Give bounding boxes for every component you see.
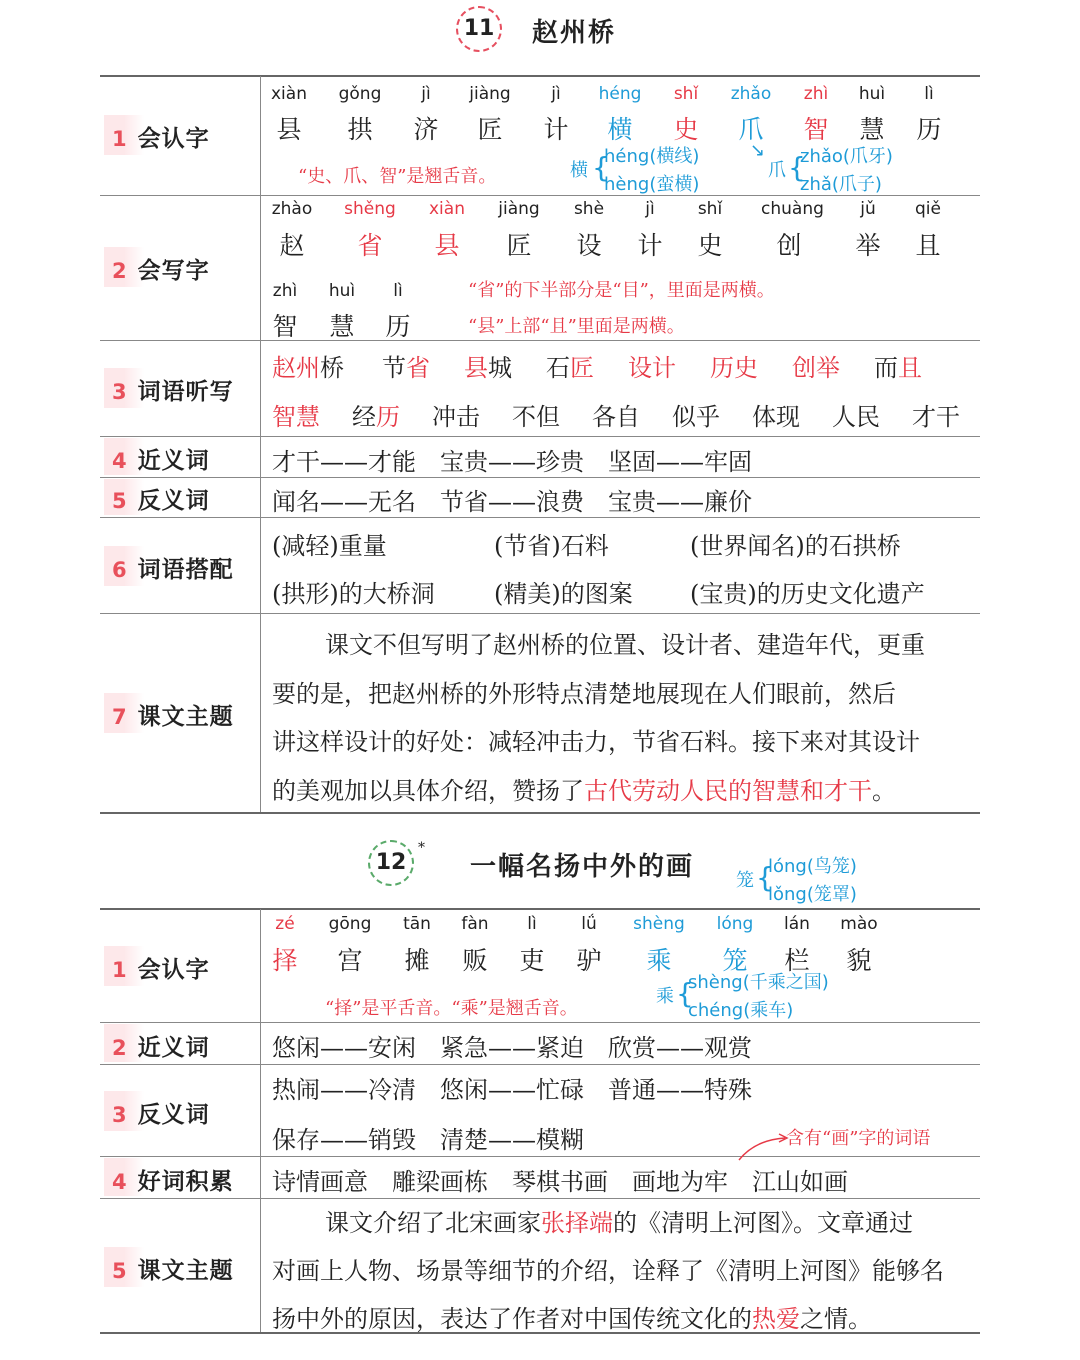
hanzi: 县 xyxy=(434,231,460,260)
pinyin: zhào xyxy=(271,199,313,219)
pinyin: gǒng xyxy=(338,84,382,104)
dictation-word: 经历 xyxy=(352,403,400,431)
pinyin: lóng xyxy=(716,914,754,934)
lesson-title-12: 一幅名扬中外的画 xyxy=(470,852,695,882)
hanzi: 笼 xyxy=(722,946,748,975)
dictation-word: 才干 xyxy=(912,403,960,431)
dictation-word: 而且 xyxy=(874,354,922,382)
hanzi: 史 xyxy=(673,115,699,144)
pinyin: shěng xyxy=(344,199,396,219)
row-label-antonyms: 5 反义词 xyxy=(112,488,210,514)
dictation-word: 节省 xyxy=(382,354,430,382)
pinyin: jǔ xyxy=(860,199,876,219)
synonyms-line: 才干——才能 宝贵——珍贵 坚固——牢固 xyxy=(272,448,752,476)
note-retroflex: “史、爪、智”是翘舌音。 xyxy=(298,166,497,187)
pinyin: shè xyxy=(573,199,605,219)
hanzi: 匠 xyxy=(477,115,503,144)
hanzi: 举 xyxy=(855,231,881,260)
note-sheng: “省”的下半部分是“目”，里面是两横。 xyxy=(468,280,775,301)
hanzi: 省 xyxy=(357,231,383,260)
hanzi: 摊 xyxy=(404,946,430,975)
pinyin: huì xyxy=(328,281,356,301)
pinyin: qiě xyxy=(915,199,941,219)
pinyin: zhǎo xyxy=(730,84,772,104)
pinyin: lì xyxy=(527,914,537,934)
dictation-word: 人民 xyxy=(832,403,880,431)
collocation-4: (拱形)的大桥洞 xyxy=(272,580,435,608)
lesson-title: 赵州桥 xyxy=(532,18,617,48)
row-label-recognize: 1 会认字 xyxy=(112,126,210,152)
lesson-number-badge: 11 xyxy=(456,6,502,52)
pinyin: lǘ xyxy=(581,914,597,934)
dictation-word: 不但 xyxy=(512,403,560,431)
hanzi: 赵 xyxy=(279,231,305,260)
note-xian: “县”上部“且”里面是两横。 xyxy=(468,316,685,337)
pinyin: xiàn xyxy=(271,84,307,104)
row-label-theme: 7 课文主题 xyxy=(112,704,234,730)
hanzi: 吏 xyxy=(519,946,545,975)
dictation-word: 体现 xyxy=(752,403,800,431)
dictation-word: 赵州桥 xyxy=(272,354,344,382)
dictation-word: 县城 xyxy=(464,354,512,382)
hanzi: 历 xyxy=(385,312,411,341)
pinyin: tān xyxy=(403,914,431,934)
pinyin: xiàn xyxy=(429,199,465,219)
hanzi: 横 xyxy=(607,115,633,144)
row-label-collocations: 6 词语搭配 xyxy=(112,557,234,583)
hanzi: 且 xyxy=(915,231,941,260)
pinyin: shǐ xyxy=(673,84,699,104)
hanzi: 智 xyxy=(803,115,829,144)
dictation-word: 创举 xyxy=(792,354,840,382)
lesson-number-badge-12: 12 xyxy=(368,840,414,886)
pinyin: jì xyxy=(421,84,431,104)
pinyin: zhì xyxy=(803,84,829,104)
hanzi: 貌 xyxy=(846,946,872,975)
row-label-write: 2 会写字 xyxy=(112,258,210,284)
hanzi: 计 xyxy=(637,231,663,260)
theme-line-2: 要的是，把赵州桥的外形特点清楚地展现在人们眼前，然后 xyxy=(272,680,896,708)
pinyin: chuàng xyxy=(761,199,824,219)
pinyin: gōng xyxy=(328,914,372,934)
row-label-theme-12: 5 课文主题 xyxy=(112,1258,234,1284)
dictation-word: 冲击 xyxy=(432,403,480,431)
hanzi: 慧 xyxy=(859,115,885,144)
pinyin: jiàng xyxy=(469,84,511,104)
pinyin: jiàng xyxy=(498,199,540,219)
theme12-line-1: 课文介绍了北宋画家张择端的《清明上河图》。文章通过 xyxy=(325,1209,913,1237)
theme-line-4: 的美观加以具体介绍，赞扬了古代劳动人民的智慧和才干。 xyxy=(272,777,896,805)
hanzi: 乘 xyxy=(646,946,672,975)
pinyin: lì xyxy=(924,84,934,104)
row-label-recognize-12: 1 会认字 xyxy=(112,957,210,983)
row-label-good-words: 4 好词积累 xyxy=(112,1169,234,1195)
collocation-1: (减轻)重量 xyxy=(272,532,387,560)
pinyin: héng xyxy=(598,84,642,104)
collocation-2: (节省)石料 xyxy=(494,532,609,560)
row-label-synonyms-12: 2 近义词 xyxy=(112,1035,210,1061)
pinyin: fàn xyxy=(461,914,489,934)
antonyms-line-12b: 保存——销毁 清楚——模糊 xyxy=(272,1126,584,1154)
theme-line-3: 讲这样设计的好处：减轻冲击力，节省石料。接下来对其设计 xyxy=(272,728,920,756)
pinyin: shèng xyxy=(633,914,685,934)
dictation-word: 石匠 xyxy=(546,354,594,382)
dictation-word: 智慧 xyxy=(272,403,320,431)
pinyin: mào xyxy=(840,914,878,934)
hanzi: 贩 xyxy=(462,946,488,975)
hanzi: 创 xyxy=(776,231,802,260)
hanzi: 计 xyxy=(543,115,569,144)
pinyin: huì xyxy=(858,84,886,104)
optional-star: * xyxy=(418,840,425,856)
pinyin: lán xyxy=(784,914,810,934)
synonyms-line-12: 悠闲——安闲 紧急——紧迫 欣赏——观赏 xyxy=(272,1034,752,1062)
dictation-word: 历史 xyxy=(710,354,758,382)
hanzi: 爪 xyxy=(738,115,764,144)
theme-line-1: 课文不但写明了赵州桥的位置、设计者、建造年代，更重 xyxy=(325,631,925,659)
hanzi: 慧 xyxy=(329,312,355,341)
row-label-synonyms: 4 近义词 xyxy=(112,448,210,474)
note-hua-words: 含有“画”字的词语 xyxy=(786,1128,931,1149)
note-flat-retroflex: “择”是平舌音。“乘”是翘舌音。 xyxy=(325,998,578,1019)
hanzi: 历 xyxy=(916,115,942,144)
pinyin: zhì xyxy=(272,281,298,301)
hanzi: 智 xyxy=(272,312,298,341)
hanzi: 栏 xyxy=(784,946,810,975)
antonyms-line: 闻名——无名 节省——浪费 宝贵——廉价 xyxy=(272,488,752,516)
row-label-dictation: 3 词语听写 xyxy=(112,379,234,405)
hanzi: 济 xyxy=(413,115,439,144)
pinyin: jì xyxy=(551,84,561,104)
hanzi: 驴 xyxy=(576,946,602,975)
hanzi: 史 xyxy=(697,231,723,260)
theme12-line-3: 扬中外的原因，表达了作者对中国传统文化的热爱之情。 xyxy=(272,1305,872,1333)
pinyin: jì xyxy=(645,199,655,219)
dictation-word: 各自 xyxy=(592,403,640,431)
pinyin: shǐ xyxy=(697,199,723,219)
dictation-word: 设计 xyxy=(628,354,676,382)
good-words-line: 诗情画意 雕梁画栋 琴棋书画 画地为牢 江山如画 xyxy=(272,1168,848,1196)
row-label-antonyms-12: 3 反义词 xyxy=(112,1102,210,1128)
pinyin: zé xyxy=(275,914,295,934)
hanzi: 匠 xyxy=(506,231,532,260)
antonyms-line-12a: 热闹——冷清 悠闲——忙碌 普通——特殊 xyxy=(272,1076,752,1104)
collocation-6: (宝贵)的历史文化遗产 xyxy=(690,580,925,608)
pinyin: lì xyxy=(393,281,403,301)
hanzi: 县 xyxy=(276,115,302,144)
hanzi: 择 xyxy=(272,946,298,975)
theme12-line-2: 对画上人物、场景等细节的介绍，诠释了《清明上河图》能够名 xyxy=(272,1257,944,1285)
hanzi: 设 xyxy=(576,231,602,260)
dictation-word: 似乎 xyxy=(672,403,720,431)
collocation-5: (精美)的图案 xyxy=(494,580,633,608)
collocation-3: (世界闻名)的石拱桥 xyxy=(690,532,901,560)
hanzi: 宫 xyxy=(337,946,363,975)
hanzi: 拱 xyxy=(347,115,373,144)
